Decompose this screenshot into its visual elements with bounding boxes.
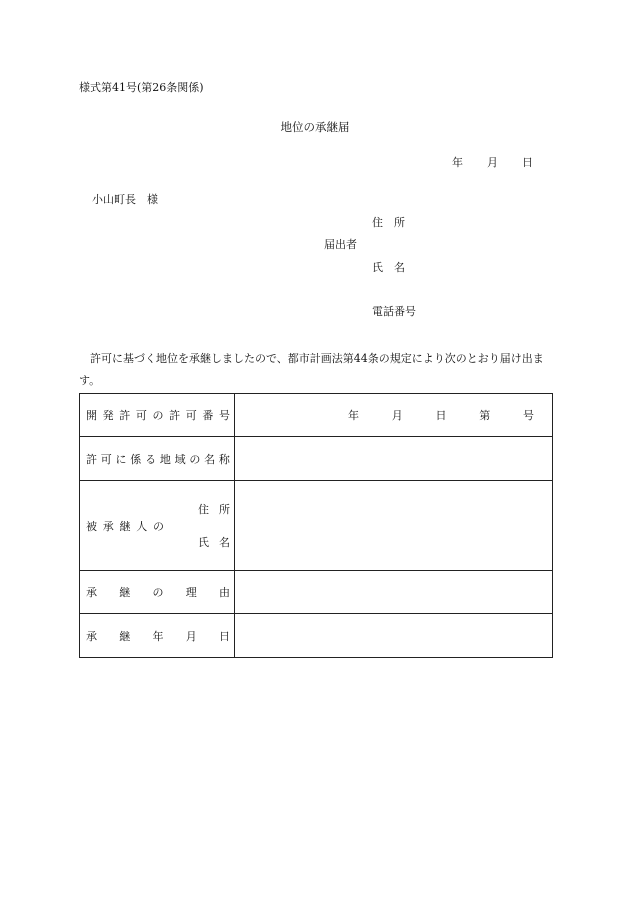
predecessor-label-text (86, 518, 164, 534)
permit-dai-label: 第 (479, 409, 491, 422)
label-char: 称 (218, 452, 230, 466)
date-month-label: 月 (487, 156, 498, 169)
label-char: 月 (185, 629, 197, 643)
form-number: 様式第41号(第26条関係) (79, 81, 204, 94)
label-char: 人 (136, 519, 148, 533)
table-row-succession-date (80, 614, 553, 658)
applicant-phone-label: 電話番号 (372, 305, 416, 318)
label-char: 継 (119, 629, 131, 643)
area-name-label (80, 437, 235, 481)
label-char: 名 (219, 536, 230, 549)
body-text (79, 348, 557, 392)
applicant-name-label: 氏 名 (372, 261, 405, 274)
area-name-field[interactable] (235, 437, 553, 481)
label-char: 被 (86, 519, 97, 533)
label-char: 許 (169, 409, 181, 422)
notification-table (79, 393, 553, 658)
predecessor-field[interactable] (235, 481, 553, 571)
label-char: 承 (86, 629, 97, 643)
label-char: 住 (198, 503, 209, 516)
table-row-predecessor (80, 481, 553, 571)
label-char: 由 (219, 586, 230, 599)
label-char: 承 (86, 586, 97, 599)
permit-day-label: 日 (435, 409, 447, 422)
label-char: の (189, 452, 201, 466)
table-row-area-name (80, 437, 553, 481)
table-row-reason (80, 571, 553, 614)
label-char: 承 (102, 519, 114, 533)
label-char: 継 (119, 519, 131, 533)
label-char: 可 (135, 409, 147, 422)
permit-month-label: 月 (391, 409, 403, 422)
label-char: 域 (174, 452, 186, 466)
label-char: の (153, 519, 164, 533)
permit-number-label-text (86, 407, 230, 423)
succession-date-label-text (86, 628, 230, 644)
label-char: に (115, 452, 127, 466)
predecessor-address-label (198, 501, 230, 517)
addressee: 小山町長 様 (92, 193, 158, 206)
reason-label (80, 571, 235, 614)
permit-number-field[interactable] (235, 394, 553, 437)
label-char: 理 (185, 586, 197, 599)
label-char: る (145, 452, 157, 466)
document-title: 地位の承継届 (280, 120, 350, 134)
body-paragraph: 許可に基づく地位を承継しましたので、都市計画法第44条の規定により次のとおり届け出ます。 (79, 352, 544, 387)
permit-go-label: 号 (523, 409, 534, 422)
label-char: 可 (100, 452, 112, 466)
applicant-address-label: 住 所 (372, 216, 405, 229)
date-day-label: 日 (522, 156, 533, 169)
succession-date-field[interactable] (235, 614, 553, 658)
label-char: 係 (130, 452, 142, 466)
label-char: 年 (152, 629, 164, 643)
label-char: 号 (219, 409, 230, 422)
predecessor-label (80, 481, 235, 571)
label-char: の (152, 586, 164, 599)
label-char: 継 (119, 586, 131, 599)
reason-label-text (86, 584, 230, 600)
permit-year-label: 年 (348, 409, 359, 422)
label-char: 番 (202, 409, 214, 422)
label-char: 日 (219, 629, 230, 643)
label-char: 許 (86, 452, 97, 466)
label-char: 許 (119, 409, 131, 422)
label-char: 開 (86, 409, 97, 422)
label-char: 名 (204, 452, 216, 466)
label-char: 所 (219, 503, 230, 516)
predecessor-label-group (86, 501, 230, 550)
predecessor-name-label (198, 534, 230, 550)
permit-number-date (235, 407, 552, 423)
predecessor-sublabels (198, 501, 230, 550)
label-char: 発 (102, 409, 114, 422)
date-year-label: 年 (452, 156, 463, 169)
reason-field[interactable] (235, 571, 553, 614)
label-char: の (152, 409, 164, 422)
label-char: 地 (159, 452, 171, 466)
label-char: 氏 (198, 536, 209, 549)
permit-number-label (80, 394, 235, 437)
applicant-label: 届出者 (324, 238, 357, 251)
table-row-permit-number (80, 394, 553, 437)
label-char: 可 (185, 409, 197, 422)
submission-date (452, 157, 533, 168)
succession-date-label (80, 614, 235, 658)
area-name-label-text (86, 451, 230, 467)
